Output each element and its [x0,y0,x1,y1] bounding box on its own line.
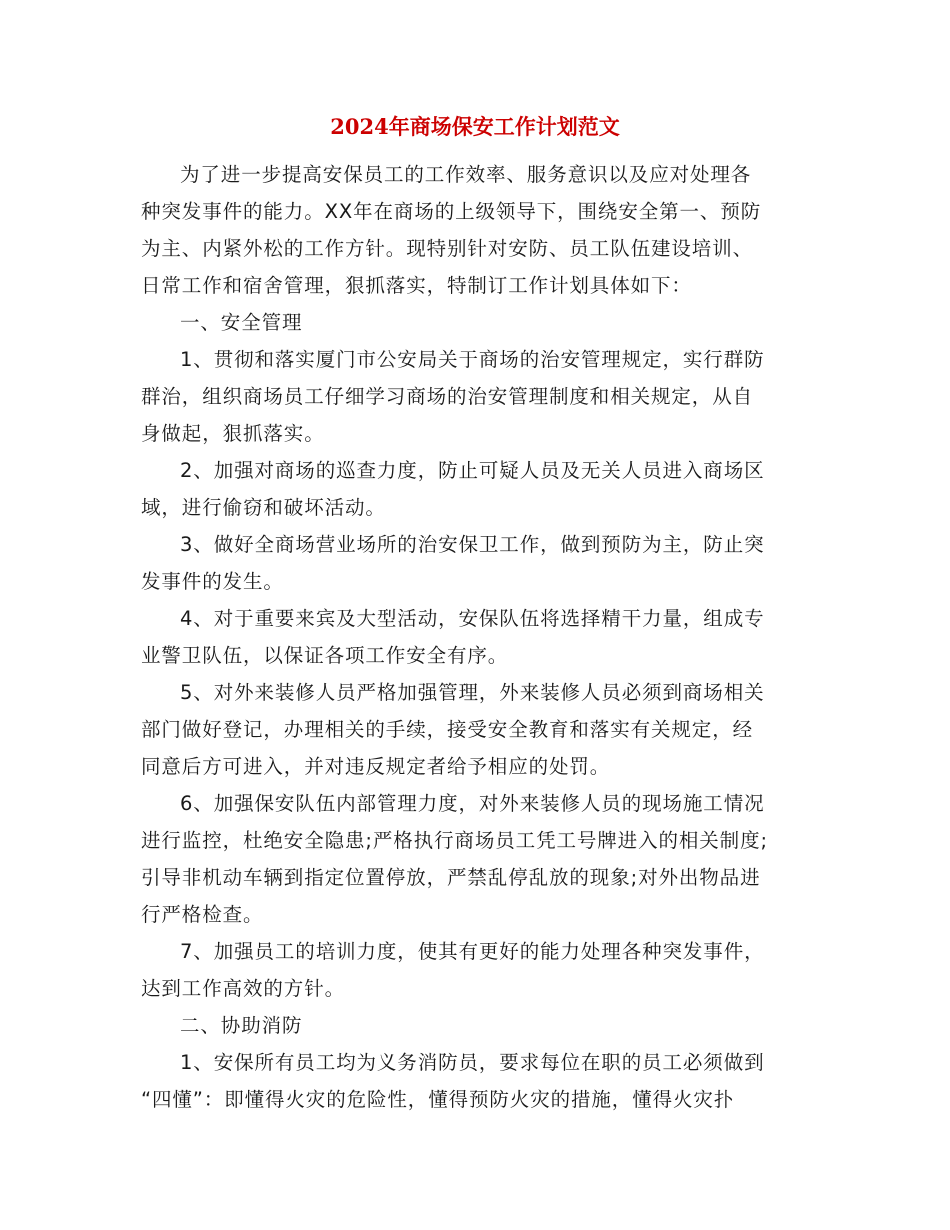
paragraph [141,933,811,1007]
paragraph-line: 同意后方可进入，并对违反规定者给予相应的处罚。 [141,755,611,778]
paragraph [141,1007,811,1044]
paragraph-line: 2、加强对商场的巡查力度，防止可疑人员及无关人员进入商场区 [180,459,765,482]
paragraph-list [141,156,811,1118]
paragraph-line: 7、加强员工的培训力度，使其有更好的能力处理各种突发事件， [180,940,765,963]
paragraph-line: “四懂”：即懂得火灾的危险性，懂得预防火灾的措施，懂得火灾扑 [141,1088,735,1111]
paragraph-line: 行严格检查。 [141,903,264,926]
paragraph-line: 1、安保所有员工均为义务消防员，要求每位在职的员工必须做到 [180,1051,765,1074]
paragraph-line: 一、安全管理 [180,311,303,334]
paragraph-line: 二、协助消防 [180,1014,303,1037]
paragraph-line: 达到工作高效的方针。 [141,977,346,1000]
paragraph [141,452,811,526]
paragraph [141,785,811,933]
paragraph-line: 种突发事件的能力。XX年在商场的上级领导下，围绕安全第一、预防 [141,200,762,223]
paragraph-line: 为了进一步提高安保员工的工作效率、服务意识以及应对处理各 [180,163,752,186]
paragraph-line: 业警卫队伍，以保证各项工作安全有序。 [141,644,509,667]
paragraph-line: 5、对外来装修人员严格加强管理，外来装修人员必须到商场相关 [180,681,765,704]
paragraph-line: 6、加强保安队伍内部管理力度，对外来装修人员的现场施工情况 [180,792,765,815]
paragraph-line: 域，进行偷窃和破坏活动。 [141,496,386,519]
paragraph-line: 引导非机动车辆到指定位置停放，严禁乱停乱放的现象;对外出物品进 [141,866,761,889]
document-body [141,156,811,1118]
paragraph-line: 身做起，狠抓落实。 [141,422,325,445]
paragraph-line: 为主、内紧外松的工作方针。现特别针对安防、员工队伍建设培训、 [141,237,754,260]
paragraph-line: 日常工作和宿舍管理，狠抓落实，特制订工作计划具体如下： [141,274,692,297]
paragraph-line: 群治，组织商场员工仔细学习商场的治安管理制度和相关规定，从自 [141,385,754,408]
paragraph-line: 进行监控，杜绝安全隐患;严格执行商场员工凭工号牌进入的相关制度; [141,829,768,852]
paragraph [141,526,811,600]
paragraph-line: 4、对于重要来宾及大型活动，安保队伍将选择精干力量，组成专 [180,607,765,630]
paragraph [141,304,811,341]
paragraph-line: 1、贯彻和落实厦门市公安局关于商场的治安管理规定，实行群防 [180,348,765,371]
paragraph [141,341,811,452]
paragraph [141,156,811,304]
document-title: 2024年商场保安工作计划范文 [330,114,620,139]
paragraph [141,674,811,785]
paragraph [141,600,811,674]
paragraph-line: 部门做好登记，办理相关的手续，接受安全教育和落实有关规定，经 [141,718,754,741]
paragraph [141,1044,811,1118]
paragraph-line: 3、做好全商场营业场所的治安保卫工作，做到预防为主，防止突 [180,533,765,556]
paragraph-line: 发事件的发生。 [141,570,284,593]
